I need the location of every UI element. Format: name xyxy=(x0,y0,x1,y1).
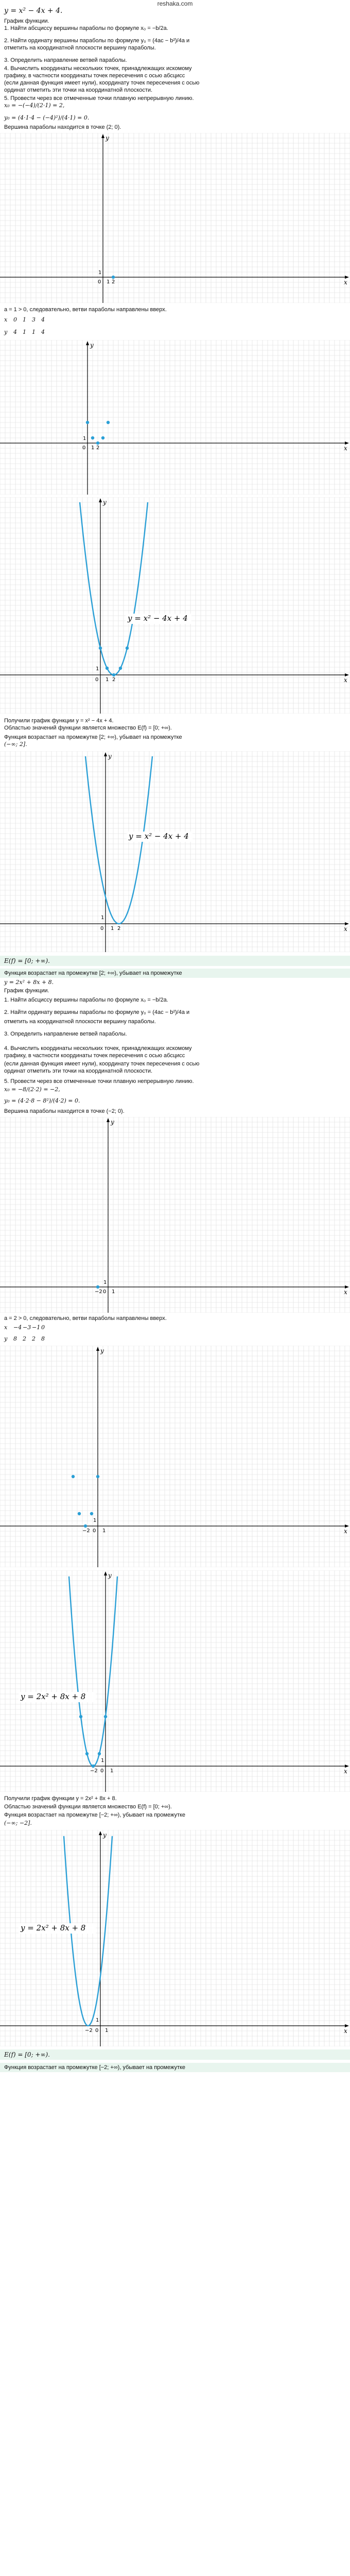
p1-calc-y0: y₀ = (4·1·4 − (−4)²)/(4·1) = 0. xyxy=(4,114,90,121)
p1-step-5: 5. Провести через все отмеченные точки плавную непрерывную линию. xyxy=(4,95,194,101)
curve-label: y = 2x² + 8x + 8 xyxy=(21,1923,86,1933)
p2-final-mono: Функция возрастает на промежутке [−2; +∞), убывает на промежутке xyxy=(4,2064,186,2071)
p2-graph-points xyxy=(0,1346,350,1567)
tick-label-2: 2 xyxy=(112,279,115,285)
tick-label-y1: 1 xyxy=(96,2018,99,2023)
p1-step-2b: отметить на координатной плоскости вершину параболы. xyxy=(4,45,156,51)
tick-label-1: 1 xyxy=(111,926,114,931)
y-axis-label: y xyxy=(103,1832,107,1839)
x-axis-label: x xyxy=(344,925,347,933)
grid xyxy=(0,751,350,952)
p1-step-2: 2. Найти ординату вершины параболы по формуле y₀ = (4ac − b²)/4a и xyxy=(4,38,190,44)
tick-label-m2: −2 xyxy=(82,1528,90,1534)
p1-calc-x0: x₀ = −(−4)/(2·1) = 2, xyxy=(4,102,65,109)
p1-graph-label: График функции. xyxy=(4,18,49,24)
curve-label: y = x² − 4x + 4 xyxy=(128,614,188,623)
tick-label-1: 1 xyxy=(102,1528,106,1534)
data-point xyxy=(86,421,89,424)
p2-graph-vertex xyxy=(0,1117,350,1313)
p2-step-1: 1. Найти абсциссу вершины параболы по формуле x₀ = −b/2a. xyxy=(4,997,168,1003)
parabola-curve xyxy=(69,1577,117,1766)
p1-monotonic2: (−∞; 2]. xyxy=(4,741,27,748)
origin-label: 0 xyxy=(95,2028,99,2033)
x-axis-label: x xyxy=(344,445,347,452)
p1-graph-points xyxy=(0,340,350,495)
cell: 8 xyxy=(13,1335,17,1342)
grid xyxy=(0,340,350,495)
y-axis-arrow xyxy=(104,752,107,756)
cell: 4 xyxy=(41,316,45,323)
data-point xyxy=(107,421,110,424)
grid xyxy=(0,1346,350,1567)
origin-label: 0 xyxy=(95,677,99,683)
cell: y xyxy=(4,1335,8,1342)
y-axis-arrow xyxy=(104,1571,107,1575)
p2-table-x xyxy=(4,1324,50,1331)
p1-step-1: 1. Найти абсциссу вершины параболы по формуле x₀ = −b/2a. xyxy=(4,25,168,31)
p1-formula: y = x² − 4x + 4. xyxy=(4,7,63,15)
data-point xyxy=(96,1475,99,1478)
x-axis-label: x xyxy=(344,1768,347,1775)
cell: 1 xyxy=(32,329,36,335)
y-axis-arrow xyxy=(101,134,104,138)
p2-graph-final xyxy=(0,1830,350,2046)
y-axis-label: y xyxy=(106,134,109,142)
data-point xyxy=(101,436,104,439)
cell: 1 xyxy=(23,329,26,335)
cell: 2 xyxy=(32,1335,36,1342)
x-axis-label: x xyxy=(344,279,347,286)
y-axis-label: y xyxy=(108,1572,112,1579)
x-axis-label: x xyxy=(344,2027,347,2035)
tick-label-1: 1 xyxy=(112,1289,115,1295)
p2-step-2b: отметить на координатной плоскости вершину параболы. xyxy=(4,1019,156,1025)
tick-label-y1: 1 xyxy=(101,915,104,921)
p1-result: Получили график функции y = x² − 4x + 4. xyxy=(4,718,114,724)
tick-label-y1: 1 xyxy=(93,1518,97,1523)
y-axis-arrow xyxy=(99,498,102,502)
p2-monotonic2: (−∞; −2]. xyxy=(4,1820,32,1826)
tick-label-1: 1 xyxy=(106,677,109,683)
data-point xyxy=(78,1512,81,1515)
p2-calc-x0: x₀ = −8/(2·2) = −2, xyxy=(4,1086,60,1093)
data-point xyxy=(84,1524,87,1528)
y-axis-label: y xyxy=(111,1118,114,1126)
p1-range-box xyxy=(0,956,350,966)
cell: 4 xyxy=(41,329,45,335)
p1-graph-vertex xyxy=(0,133,350,303)
data-point xyxy=(72,1475,75,1478)
p2-direction: a = 2 > 0, следовательно, ветви параболы направлены вверх. xyxy=(4,1315,167,1321)
y-axis-label: y xyxy=(108,753,112,760)
origin-label: 0 xyxy=(82,445,86,451)
data-point xyxy=(96,442,99,445)
p1-graph-final xyxy=(0,751,350,952)
site-title[interactable]: reshaka.com xyxy=(157,0,193,7)
grid xyxy=(0,497,350,714)
p1-domain: Областью значений функции является множество E(f) = [0; +∞). xyxy=(4,725,172,731)
p2-formula: y = 2x² + 8x + 8. xyxy=(4,979,54,986)
tick-label-2: 2 xyxy=(117,926,121,931)
cell: −1 xyxy=(32,1324,41,1331)
p1-final-mono: Функция возрастает на промежутке [2; +∞), убывает на промежутке xyxy=(4,970,182,976)
cell: y xyxy=(4,329,8,335)
origin-label: 0 xyxy=(100,1768,104,1774)
y-axis-arrow xyxy=(86,341,89,345)
p2-monotonic: Функция возрастает на промежутке [−2; +∞), убывает на промежутке xyxy=(4,1812,186,1818)
p1-table-x xyxy=(4,316,50,323)
tick-label-y1: 1 xyxy=(96,666,99,672)
p1-table-y xyxy=(4,329,50,335)
cell: x xyxy=(4,1324,8,1331)
p2-step-4: 4. Вычислить координаты нескольких точек, принадлежащих искомому xyxy=(4,1045,192,1052)
tick-label-1: 1 xyxy=(105,2028,109,2033)
cell: 1 xyxy=(23,316,26,323)
p2-step-5: 5. Провести через все отмеченные точки плавную непрерывную линию. xyxy=(4,1078,194,1084)
p1-step-4b: графику, в частности координаты точек пересечения с осью абсцисс xyxy=(4,73,185,79)
tick-label-2: 2 xyxy=(96,445,100,451)
p1-step-4c: (если данная функция имеет нули), координату точек пересечения с осью xyxy=(4,80,200,86)
x-axis-label: x xyxy=(344,1289,347,1296)
cell: 0 xyxy=(41,1324,45,1331)
p2-graph-label: График функции. xyxy=(4,988,49,994)
tick-label-m2: −2 xyxy=(85,2028,93,2033)
cell: x xyxy=(4,316,8,323)
cell: 8 xyxy=(41,1335,45,1342)
y-axis-arrow xyxy=(107,1118,110,1122)
p1-step-4: 4. Вычислить координаты нескольких точек, принадлежащих искомому xyxy=(4,65,192,72)
origin-label: 0 xyxy=(98,279,101,285)
p2-table-y xyxy=(4,1335,50,1342)
cell: 2 xyxy=(23,1335,26,1342)
tick-label-m2: −2 xyxy=(90,1768,98,1774)
tick-label-y1: 1 xyxy=(101,1758,104,1764)
curve-label: y = 2x² + 8x + 8 xyxy=(21,1692,86,1701)
tick-label-y1: 1 xyxy=(103,1280,107,1285)
grid xyxy=(0,1570,350,1792)
tick-label-y1: 1 xyxy=(98,270,102,276)
cell: −3 xyxy=(23,1324,31,1331)
grid xyxy=(0,1117,350,1313)
y-axis-label: y xyxy=(90,342,94,349)
grid xyxy=(0,1830,350,2046)
p2-range-box xyxy=(0,2049,350,2060)
tick-label-1: 1 xyxy=(110,1768,114,1774)
y-axis-arrow xyxy=(96,1347,99,1351)
cell: 4 xyxy=(13,329,17,335)
data-point xyxy=(91,436,94,439)
p1-step-4d: ординат отметить эти точки на координатной плоскости. xyxy=(4,87,153,93)
data-point xyxy=(96,1285,99,1289)
p1-direction: a = 1 > 0, следовательно, ветви параболы направлены вверх. xyxy=(4,307,167,313)
curve-label: y = x² − 4x + 4 xyxy=(129,832,189,841)
y-axis-label: y xyxy=(100,1347,104,1354)
x-axis-label: x xyxy=(344,676,347,684)
origin-label: 0 xyxy=(100,926,104,931)
p2-step-3: 3. Определить направление ветвей параболы. xyxy=(4,1031,127,1037)
tick-label-1: 1 xyxy=(107,279,110,285)
cell: −4 xyxy=(13,1324,22,1331)
data-point xyxy=(112,276,115,279)
p2-result: Получили график функции y = 2x² + 8x + 8. xyxy=(4,1795,117,1802)
p2-graph-curve xyxy=(0,1570,350,1792)
p2-range: E(f) = [0; +∞). xyxy=(4,2051,50,2058)
y-axis-arrow xyxy=(99,1831,102,1835)
p1-step-3: 3. Определить направление ветвей параболы. xyxy=(4,57,127,63)
cell: 0 xyxy=(13,316,17,323)
p2-step-4d: ординат отметить эти точки на координатной плоскости. xyxy=(4,1068,153,1074)
y-axis-label: y xyxy=(103,499,107,506)
p2-calc-y0: y₀ = (4·2·8 − 8²)/(4·2) = 0. xyxy=(4,1097,80,1104)
tick-label-m2: −2 xyxy=(95,1289,102,1295)
p1-monotonic: Функция возрастает на промежутке [2; +∞), убывает на промежутке xyxy=(4,734,182,740)
tick-label-2: 2 xyxy=(112,677,116,683)
tick-label-y1: 1 xyxy=(83,436,86,442)
cell: 3 xyxy=(32,316,36,323)
p1-graph-curve xyxy=(0,497,350,714)
data-point xyxy=(90,1512,93,1515)
p2-step-2: 2. Найти ординату вершины параболы по формуле y₀ = (4ac − b²)/4a и xyxy=(4,1009,190,1015)
p2-vertex: Вершина параболы находится в точке (−2; 0). xyxy=(4,1108,125,1114)
p1-range: E(f) = [0; +∞). xyxy=(4,957,50,964)
p2-step-4c: (если данная функция имеет нули), координату точек пересечения с осью xyxy=(4,1061,200,1067)
p1-vertex: Вершина параболы находится в точке (2; 0). xyxy=(4,124,121,130)
origin-label: 0 xyxy=(93,1528,96,1534)
p2-domain: Областью значений функции является множество E(f) = [0; +∞). xyxy=(4,1804,172,1810)
tick-label-1: 1 xyxy=(91,445,95,451)
origin-label: 0 xyxy=(103,1289,107,1295)
x-axis-label: x xyxy=(344,1528,347,1535)
p2-step-4b: графику, в частности координаты точек пересечения с осью абсцисс xyxy=(4,1053,185,1059)
